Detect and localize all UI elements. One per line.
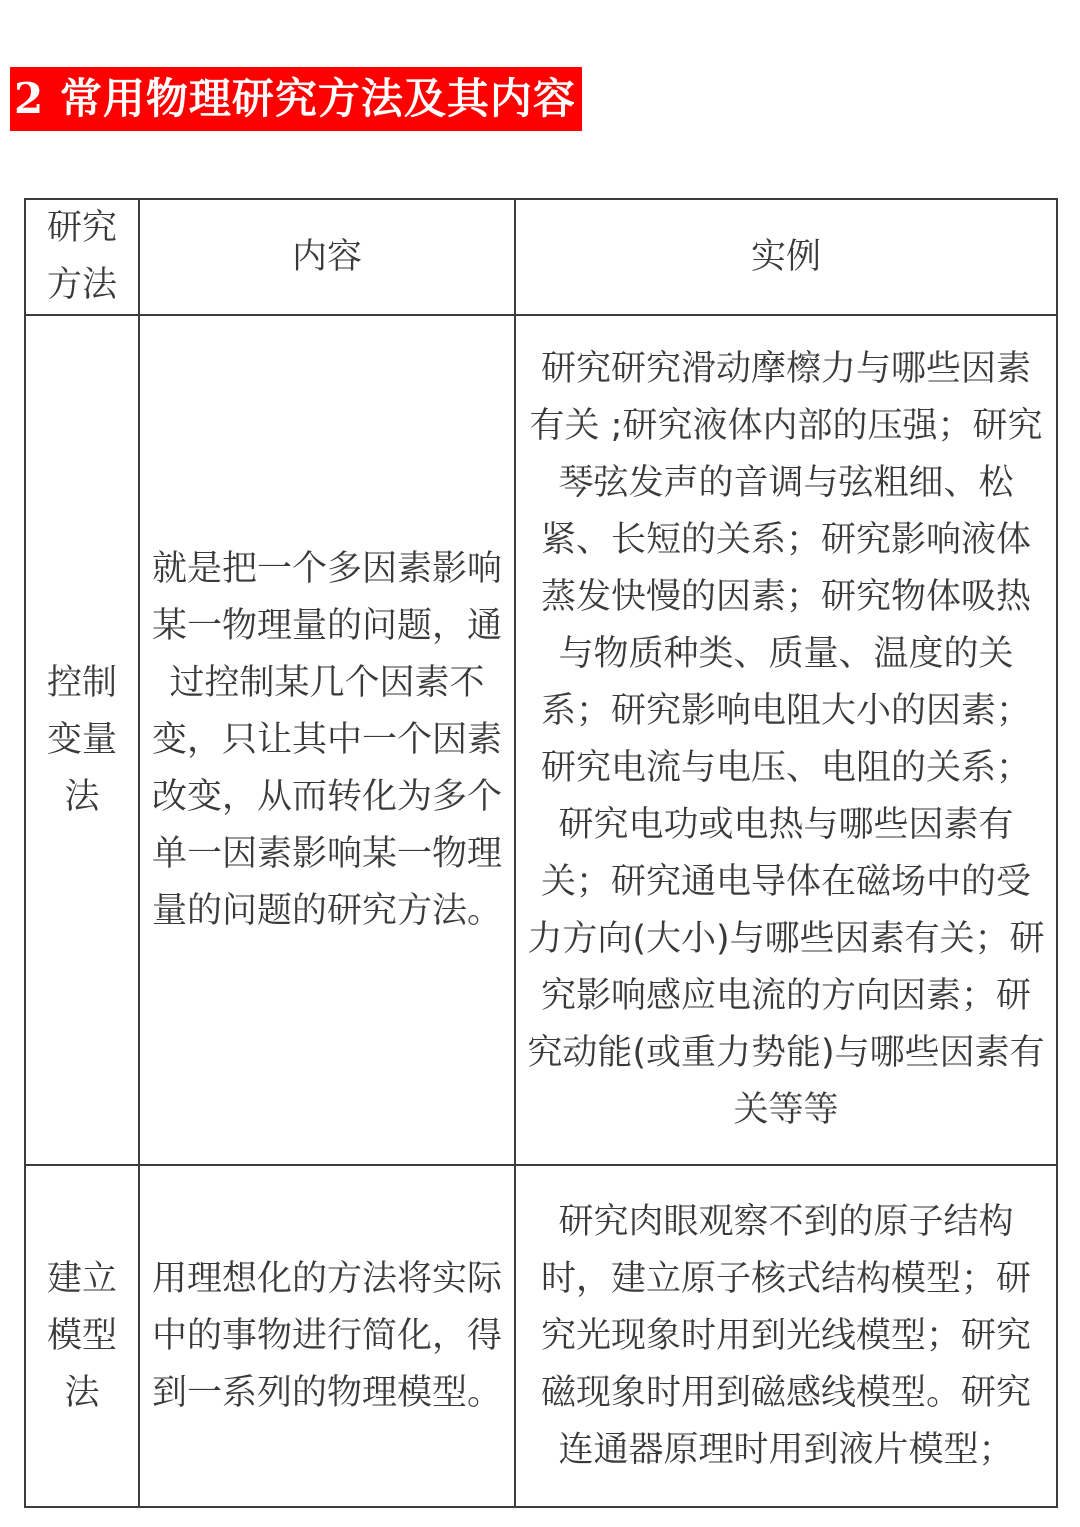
method-content-cell: 用理想化的方法将实际中的事物进行简化，得到一系列的物理模型。 <box>139 1165 515 1507</box>
table-header-row <box>25 199 1057 315</box>
method-content-cell: 就是把一个多因素影响某一物理量的问题，通过控制某几个因素不变，只让其中一个因素改变，从而转化为多个单一因素影响某一物理量的问题的研究方法。 <box>139 315 515 1165</box>
method-name-cell: 建立模型法 <box>25 1165 139 1507</box>
method-example-cell: 研究肉眼观察不到的原子结构时，建立原子核式结构模型；研究光现象时用到光线模型；研究磁现象时用到磁感线模型。研究连通器原理时用到液片模型； <box>515 1165 1057 1507</box>
method-name-cell: 控制变量法 <box>25 315 139 1165</box>
table-row <box>25 315 1057 1165</box>
research-methods-table <box>24 198 1058 1508</box>
method-example-cell: 研究研究滑动摩檫力与哪些因素有关 ;研究液体内部的压强；研究琴弦发声的音调与弦粗细、松紧、长短的关系；研究影响液体蒸发快慢的因素；研究物体吸热与物质种类、质量、温度的关系；研究影响电阻大小的因素；研究电流与电压、电阻的关系；研究电功或电热与哪些因素有关；研究通电导体在磁场中的受力方向(大小)与哪些因素有关；研究影响感应电流的方向因素；研究动能(或重力势能)与哪些因素有关等等 <box>515 315 1057 1165</box>
header-content: 内容 <box>139 199 515 315</box>
section-heading: 2 常用物理研究方法及其内容 <box>10 67 582 131</box>
header-method: 研究方法 <box>25 199 139 315</box>
table-row <box>25 1165 1057 1507</box>
header-example: 实例 <box>515 199 1057 315</box>
